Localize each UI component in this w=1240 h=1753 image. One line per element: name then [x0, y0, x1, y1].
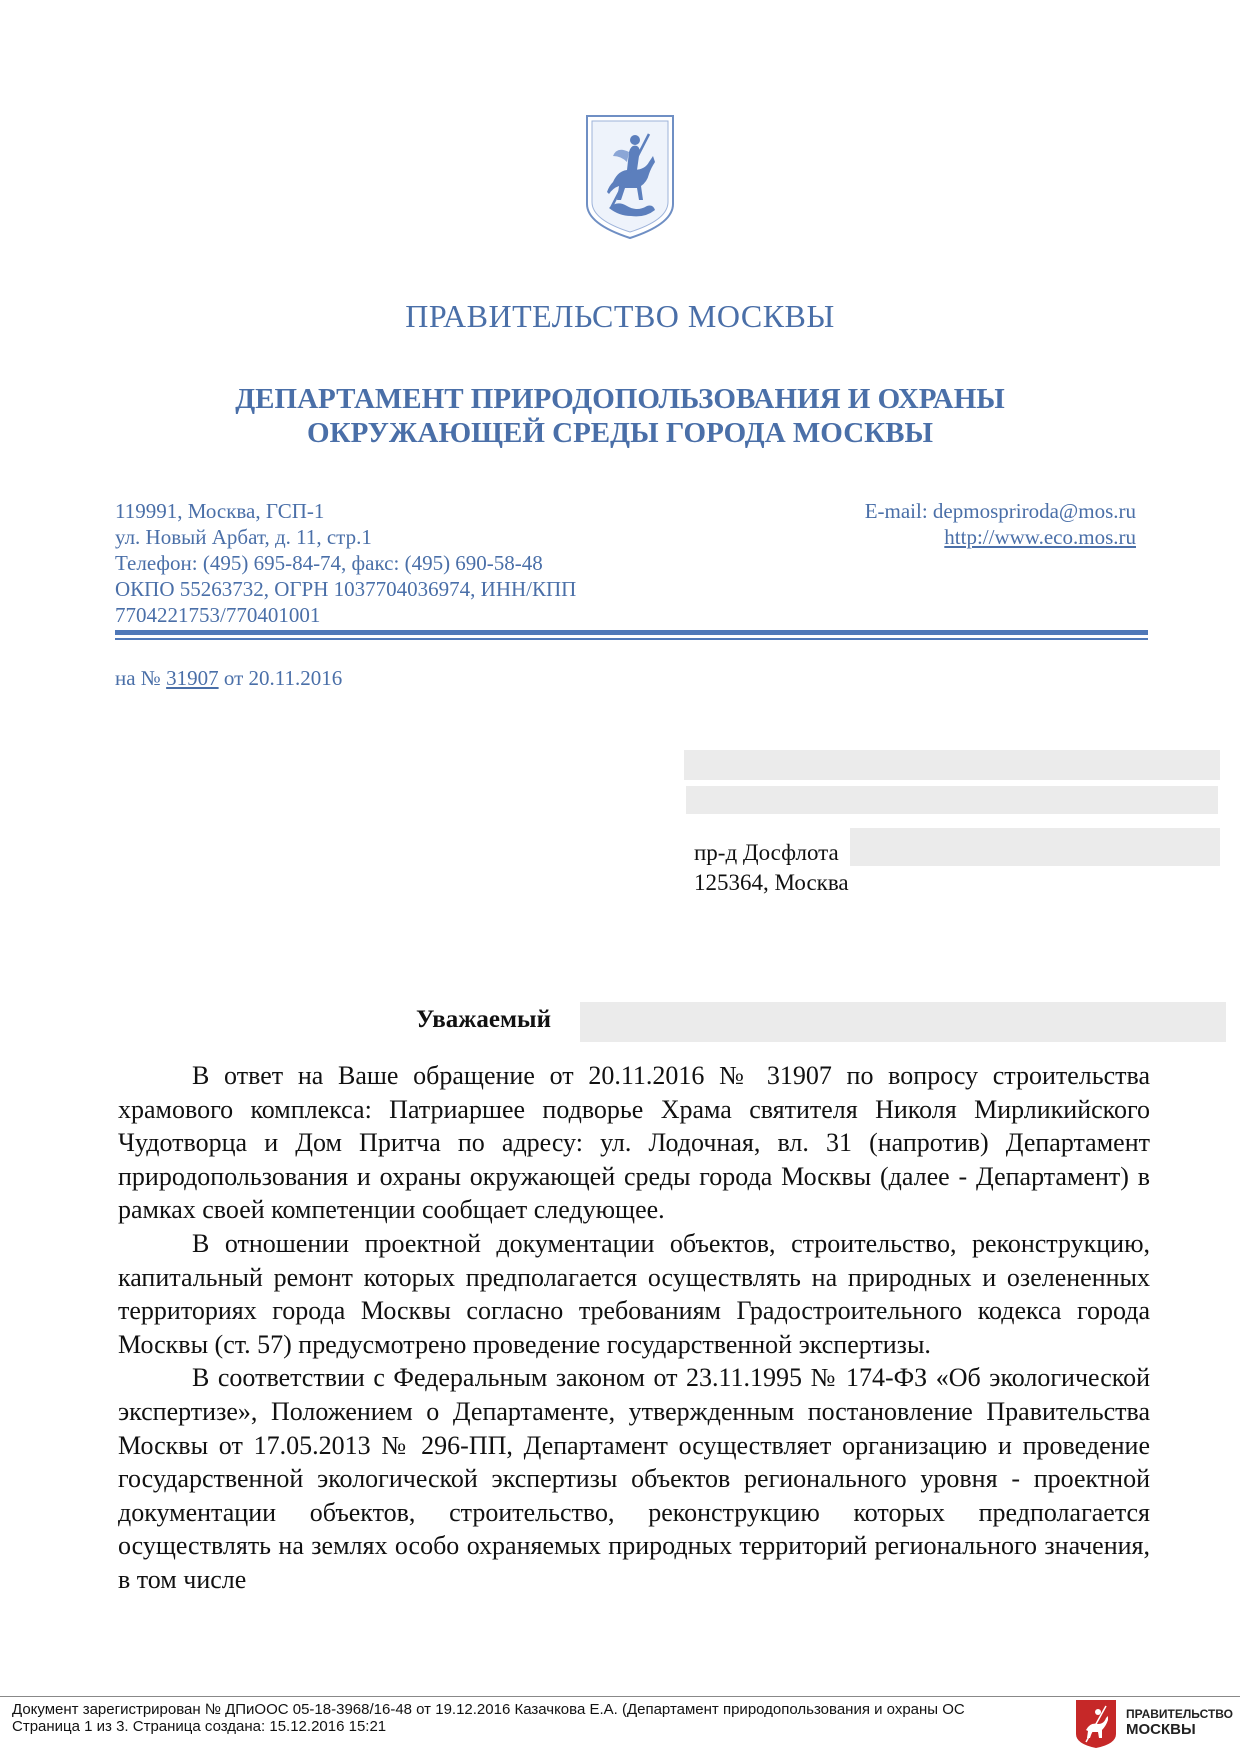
email-line: E-mail: depmospriroda@mos.ru: [864, 499, 1136, 523]
reference-prefix: на №: [115, 666, 161, 690]
redacted-addressee-name: [580, 1002, 1226, 1042]
recipient-city: 125364, Москва: [694, 870, 849, 895]
salutation: Уважаемый: [416, 1006, 551, 1033]
registry-codes-line: ОКПО 55263732, ОГРН 1037704036974, ИНН/КПП: [115, 577, 577, 601]
department-title: [0, 382, 1240, 450]
footer-moscow-emblem-icon: [1074, 1698, 1118, 1750]
address-line: 119991, Москва, ГСП-1: [115, 499, 325, 523]
footer-divider: [0, 1696, 1240, 1697]
department-title-line-2: ОКРУЖАЮЩЕЙ СРЕДЫ ГОРОДА МОСКВЫ: [307, 417, 933, 449]
redacted-recipient-name: [684, 750, 1220, 780]
footer-logo-text: [1126, 1706, 1233, 1738]
footer-logo-line-1: ПРАВИТЕЛЬСТВО: [1126, 1707, 1234, 1721]
reference-line: [115, 666, 342, 691]
moscow-coat-of-arms-emblem: [583, 112, 677, 242]
body-paragraph: В соответствии с Федеральным законом от 23.11.1995 № 174-ФЗ «Об экологической экспертизе», Положением о Департаменте, утвержденным постановление Правительства Москвы от 17.05.2013 № 296-ПП, Департамент осуществляет организацию и проведение государственной экологической экспертизы объектов регионального уровня - проектной документации объектов, строительство, реконструкцию которых предполагается осуществлять на землях особо охраняемых природных территорий регионального значения, в том числе: [118, 1363, 1150, 1594]
recipient-address: [694, 838, 849, 898]
registration-line: Документ зарегистрирован № ДПиООС 05-18-3968/16-48 от 19.12.2016 Казачкова Е.А. (Департамент природопользования и охраны ОС: [12, 1701, 965, 1718]
contact-block: [865, 498, 1136, 550]
website-link[interactable]: http://www.eco.mos.ru: [944, 525, 1136, 549]
page-info-line: Страница 1 из 3. Страница создана: 15.12.2016 15:21: [12, 1718, 387, 1735]
reference-date: от 20.11.2016: [223, 666, 343, 690]
redacted-house-number: [850, 828, 1220, 866]
address-line: ул. Новый Арбат, д. 11, стр.1: [115, 525, 372, 549]
footer-logo-line-2: МОСКВЫ: [1126, 1721, 1196, 1738]
department-title-line-1: ДЕПАРТАМЕНТ ПРИРОДОПОЛЬЗОВАНИЯ И ОХРАНЫ: [235, 383, 1005, 415]
inn-kpp-line: 7704221753/770401001: [115, 603, 321, 627]
government-title: ПРАВИТЕЛЬСТВО МОСКВЫ: [405, 298, 835, 334]
header-divider-thin: [115, 638, 1148, 640]
header-divider-thick: [115, 630, 1148, 635]
body-paragraph: В отношении проектной документации объектов, строительство, реконструкцию, капитальный ремонт которых предполагается осуществлять на природных и озелененных территориях города Москвы согласно требованиям Градостроительного кодекса города Москвы (ст. 57) предусмотрено проведение государственной экспертизы.: [118, 1228, 1150, 1359]
recipient-street: пр-д Досфлота: [694, 840, 839, 865]
address-block: [115, 498, 576, 628]
redacted-recipient-line: [686, 786, 1218, 814]
letter-body: [118, 1059, 1150, 1597]
registration-footer: [12, 1701, 1074, 1735]
phone-fax-line: Телефон: (495) 695-84-74, факс: (495) 690-58-48: [115, 551, 543, 575]
body-paragraph: В ответ на Ваше обращение от 20.11.2016 № 31907 по вопросу строительства храмового комплекса: Патриаршее подворье Храма святителя Николя Мирликийского Чудотворца и Дом Притча по адресу: ул. Лодочная, вл. 31 (напротив) Департамент природопользования и охраны окружающей среды города Москвы (далее - Департамент) в рамках своей компетенции сообщает следующее.: [118, 1061, 1150, 1225]
reference-number: 31907: [166, 666, 219, 690]
